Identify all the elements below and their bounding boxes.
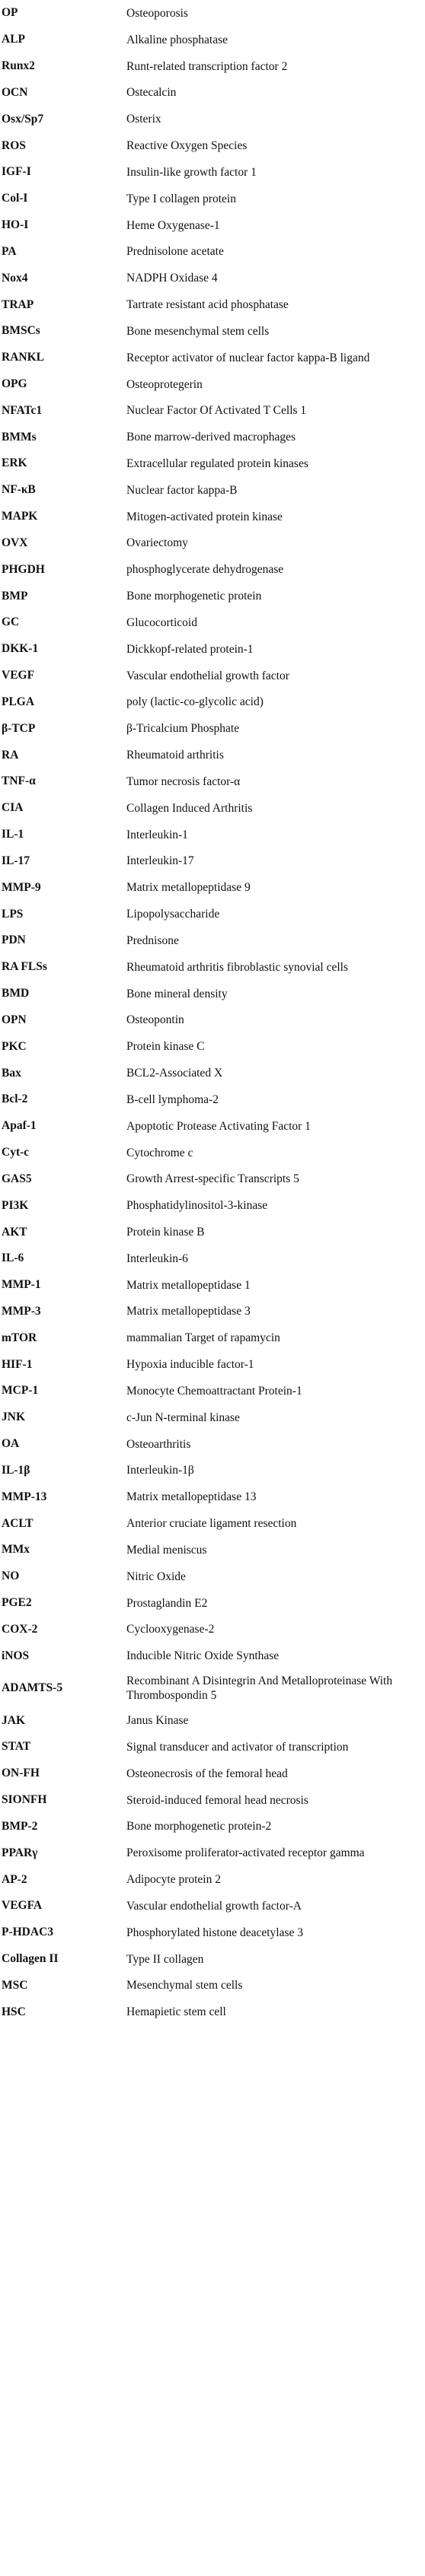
abbreviation-row <box>0 901 425 927</box>
abbreviation-term: Bcl-2 <box>2 1092 28 1106</box>
abbreviation-row <box>0 1351 425 1378</box>
abbreviation-definition: Interleukin-17 <box>126 854 194 868</box>
abbreviation-definition: Inducible Nitric Oxide Synthase <box>126 1649 280 1663</box>
abbreviation-definition: B-cell lymphoma-2 <box>126 1092 219 1106</box>
abbreviation-row <box>0 1893 425 1919</box>
abbreviation-term: COX-2 <box>2 1622 38 1636</box>
abbreviation-row <box>0 1272 425 1299</box>
abbreviation-term: iNOS <box>2 1649 30 1662</box>
abbreviation-term: P-HDAC3 <box>2 1926 54 1939</box>
abbreviation-row <box>0 1325 425 1351</box>
abbreviation-definition: Rheumatoid arthritis <box>126 749 224 762</box>
abbreviation-definition: Bone morphogenetic protein-2 <box>126 1820 272 1833</box>
abbreviation-definition: Phosphatidylinositol-3-kinase <box>126 1199 268 1213</box>
abbreviation-row <box>0 1219 425 1245</box>
abbreviation-definition: Reactive Oxygen Species <box>126 139 248 153</box>
abbreviation-definition: Collagen Induced Arthritis <box>126 801 253 815</box>
abbreviation-term: Cyt-c <box>2 1146 30 1159</box>
abbreviation-row <box>0 477 425 504</box>
abbreviation-row <box>0 1060 425 1086</box>
abbreviation-definition: Interleukin-1 <box>126 828 188 841</box>
abbreviation-term: RANKL <box>2 351 44 364</box>
abbreviation-term: OPN <box>2 1013 27 1026</box>
abbreviation-row <box>0 1007 425 1033</box>
abbreviation-row <box>0 556 425 583</box>
abbreviation-definition: BCL2-Associated X <box>126 1067 223 1080</box>
abbreviation-row <box>0 318 425 345</box>
abbreviation-row <box>0 1166 425 1192</box>
abbreviation-term: IL-1 <box>2 828 24 841</box>
abbreviation-definition: poly (lactic-co-glycolic acid) <box>126 695 264 709</box>
abbreviation-row <box>0 1734 425 1760</box>
abbreviation-row <box>0 1919 425 1946</box>
abbreviation-term: Osx/Sp7 <box>2 112 44 126</box>
abbreviation-definition: Osteoarthritis <box>126 1437 191 1451</box>
abbreviation-definition: β-Tricalcium Phosphate <box>126 722 240 736</box>
abbreviation-row <box>0 742 425 768</box>
abbreviation-row <box>0 159 425 186</box>
abbreviation-row <box>0 186 425 212</box>
abbreviation-term: NO <box>2 1569 20 1583</box>
abbreviation-term: ERK <box>2 456 27 470</box>
abbreviation-definition: Anterior cruciate ligament resection <box>126 1517 297 1531</box>
abbreviation-term: ADAMTS-5 <box>2 1681 63 1695</box>
abbreviation-row <box>0 1484 425 1510</box>
abbreviation-term: TNF-α <box>2 774 36 788</box>
abbreviation-term: BMD <box>2 987 30 1000</box>
abbreviation-definition: Bone mineral density <box>126 987 228 1000</box>
abbreviation-definition: NADPH Oxidase 4 <box>126 272 218 285</box>
abbreviation-row <box>0 132 425 159</box>
abbreviation-definition: Nitric Oxide <box>126 1569 186 1583</box>
abbreviation-row <box>0 583 425 609</box>
abbreviation-term: MMP-13 <box>2 1490 47 1503</box>
abbreviation-term: PLGA <box>2 695 35 708</box>
abbreviation-definition: Osteonecrosis of the femoral head <box>126 1767 288 1780</box>
abbreviation-term: DKK-1 <box>2 642 39 656</box>
abbreviation-term: OPG <box>2 377 27 390</box>
abbreviation-row <box>0 1458 425 1484</box>
abbreviation-term: AKT <box>2 1225 27 1239</box>
abbreviation-definition: Adipocyte protein 2 <box>126 1873 221 1887</box>
abbreviation-definition: Prednisone <box>126 933 179 947</box>
abbreviation-term: IL-17 <box>2 854 30 867</box>
abbreviation-definition: Extracellular regulated protein kinases <box>126 456 308 470</box>
abbreviation-row <box>0 1866 425 1893</box>
abbreviation-definition: Matrix metallopeptidase 1 <box>126 1278 251 1292</box>
abbreviation-row <box>0 238 425 265</box>
abbreviation-definition: Prednisolone acetate <box>126 245 224 259</box>
abbreviation-term: GAS5 <box>2 1172 32 1185</box>
abbreviation-row <box>0 371 425 398</box>
abbreviation-term: ACLT <box>2 1516 34 1530</box>
abbreviation-row <box>0 927 425 954</box>
abbreviation-row <box>0 106 425 132</box>
abbreviation-term: mTOR <box>2 1331 37 1344</box>
abbreviation-row <box>0 1972 425 1999</box>
abbreviation-definition: Vascular endothelial growth factor-A <box>126 1899 302 1913</box>
abbreviation-row <box>0 1404 425 1431</box>
abbreviation-row <box>0 1563 425 1590</box>
abbreviation-term: NF-κB <box>2 483 36 497</box>
abbreviation-row <box>0 981 425 1007</box>
abbreviation-term: HSC <box>2 2005 26 2018</box>
abbreviation-row <box>0 1378 425 1404</box>
abbreviation-row <box>0 954 425 981</box>
abbreviation-definition: Glucocorticoid <box>126 615 197 629</box>
abbreviation-term: Runx2 <box>2 59 35 73</box>
abbreviation-row <box>0 504 425 530</box>
abbreviation-definition: Prostaglandin E2 <box>126 1596 208 1610</box>
abbreviation-definition: phosphoglycerate dehydrogenase <box>126 563 284 577</box>
abbreviation-term: Collagen II <box>2 1952 59 1966</box>
abbreviation-term: HO-I <box>2 218 29 232</box>
abbreviation-term: JAK <box>2 1713 25 1727</box>
abbreviation-term: JNK <box>2 1410 25 1424</box>
abbreviation-row <box>0 1140 425 1166</box>
abbreviation-definition: Type I collagen protein <box>126 192 236 205</box>
abbreviation-row <box>0 609 425 636</box>
abbreviation-row <box>0 345 425 371</box>
abbreviation-row <box>0 530 425 557</box>
abbreviation-term: PKC <box>2 1039 27 1053</box>
abbreviation-term: HIF-1 <box>2 1357 33 1371</box>
abbreviation-term: ALP <box>2 33 25 46</box>
abbreviation-term: VEGF <box>2 669 35 682</box>
abbreviation-definition: Interleukin-6 <box>126 1251 188 1265</box>
abbreviation-row <box>0 1840 425 1866</box>
abbreviation-definition: Bone morphogenetic protein <box>126 590 262 603</box>
abbreviation-row <box>0 715 425 742</box>
abbreviation-term: PI3K <box>2 1198 29 1212</box>
abbreviation-term: STAT <box>2 1740 31 1754</box>
abbreviation-term: CIA <box>2 801 24 815</box>
abbreviation-term: NFATc1 <box>2 403 43 417</box>
abbreviation-term: MAPK <box>2 510 38 523</box>
abbreviation-term: LPS <box>2 907 24 921</box>
abbreviation-definition: Rheumatoid arthritis fibroblastic synovial cells <box>126 960 348 974</box>
abbreviation-definition: Bone marrow-derived macrophages <box>126 431 296 444</box>
abbreviation-term: BMMs <box>2 430 37 444</box>
abbreviation-definition: Tartrate resistant acid phosphatase <box>126 298 289 312</box>
abbreviation-definition: Recombinant A Disintegrin And Metalloproteinase With Thrombospondin 5 <box>126 1674 393 1703</box>
abbreviation-row <box>0 424 425 450</box>
abbreviation-definition: Alkaline phosphatase <box>126 33 228 46</box>
abbreviation-term: MMP-9 <box>2 880 41 894</box>
abbreviation-term: IL-1β <box>2 1463 30 1477</box>
abbreviation-term: MMx <box>2 1543 30 1557</box>
abbreviation-definition: Osteopontin <box>126 1013 184 1027</box>
abbreviation-row <box>0 27 425 53</box>
abbreviation-row <box>0 1033 425 1060</box>
abbreviation-definition: Steroid-induced femoral head necrosis <box>126 1793 308 1807</box>
abbreviation-definition: Nuclear Factor Of Activated T Cells 1 <box>126 404 307 418</box>
abbreviation-row <box>0 1086 425 1113</box>
abbreviation-definition: Nuclear factor kappa-B <box>126 483 238 497</box>
abbreviation-definition: Osteoporosis <box>126 6 188 20</box>
abbreviation-row <box>0 265 425 291</box>
abbreviation-row <box>0 663 425 689</box>
abbreviation-row <box>0 79 425 106</box>
abbreviation-row <box>0 1113 425 1140</box>
abbreviation-definition: Matrix metallopeptidase 13 <box>126 1490 257 1504</box>
abbreviation-definition: Insulin-like growth factor 1 <box>126 165 257 179</box>
abbreviation-definition: Interleukin-1β <box>126 1464 194 1477</box>
abbreviation-term: BMP <box>2 589 28 603</box>
abbreviation-definition: Osterix <box>126 113 161 126</box>
abbreviation-term: RA FLSs <box>2 960 47 974</box>
abbreviation-row <box>0 1431 425 1458</box>
abbreviation-term: OP <box>2 6 18 20</box>
abbreviation-row <box>0 53 425 80</box>
abbreviation-term: PHGDH <box>2 562 45 576</box>
abbreviation-term: BMP-2 <box>2 1819 38 1833</box>
abbreviation-definition: Signal transducer and activator of transcription <box>126 1740 349 1754</box>
abbreviation-definition: Bone mesenchymal stem cells <box>126 324 270 338</box>
abbreviation-definition: Ovariectomy <box>126 536 188 550</box>
abbreviation-row <box>0 212 425 239</box>
abbreviation-definition: Type II collagen <box>126 1952 204 1966</box>
abbreviation-term: Nox4 <box>2 271 28 285</box>
abbreviation-definition: Medial meniscus <box>126 1543 207 1557</box>
abbreviation-definition: Protein kinase C <box>126 1040 205 1054</box>
abbreviation-definition: Cyclooxygenase-2 <box>126 1623 215 1636</box>
abbreviation-term: PGE2 <box>2 1596 32 1610</box>
abbreviation-definition: Monocyte Chemoattractant Protein-1 <box>126 1384 302 1398</box>
abbreviation-row <box>0 768 425 795</box>
abbreviation-row <box>0 1510 425 1537</box>
abbreviation-definition: Tumor necrosis factor-α <box>126 774 241 788</box>
abbreviation-definition: Matrix metallopeptidase 3 <box>126 1305 251 1318</box>
abbreviation-row <box>0 822 425 848</box>
abbreviation-term: IGF-I <box>2 165 31 179</box>
abbreviation-row <box>0 636 425 663</box>
abbreviation-definition: Lipopolysaccharide <box>126 908 220 921</box>
abbreviation-row <box>0 689 425 716</box>
abbreviation-row <box>0 1299 425 1325</box>
abbreviation-definition: Mitogen-activated protein kinase <box>126 510 283 523</box>
abbreviation-row <box>0 1707 425 1734</box>
abbreviation-definition: Runt-related transcription factor 2 <box>126 59 288 73</box>
abbreviation-row <box>0 450 425 477</box>
abbreviation-term: MMP-3 <box>2 1304 41 1318</box>
abbreviation-term: ON-FH <box>2 1767 40 1780</box>
abbreviation-row <box>0 291 425 318</box>
abbreviation-definition: c-Jun N-terminal kinase <box>126 1410 240 1424</box>
abbreviation-term: OA <box>2 1437 20 1451</box>
abbreviation-definition: Vascular endothelial growth factor <box>126 669 289 682</box>
abbreviation-row <box>0 1669 425 1707</box>
abbreviation-term: VEGFA <box>2 1899 43 1913</box>
abbreviation-row <box>0 1590 425 1617</box>
abbreviation-definition: Mesenchymal stem cells <box>126 1979 243 1992</box>
abbreviation-term: Col-I <box>2 192 28 205</box>
abbreviation-definition: Heme Oxygenase-1 <box>126 218 220 232</box>
abbreviation-row <box>0 0 425 27</box>
abbreviation-term: OCN <box>2 85 28 99</box>
abbreviation-term: Bax <box>2 1066 21 1080</box>
abbreviation-definition: Ostecalcin <box>126 86 177 100</box>
abbreviation-row <box>0 1192 425 1219</box>
abbreviation-definition: Growth Arrest-specific Transcripts 5 <box>126 1172 299 1186</box>
abbreviation-definition: Protein kinase B <box>126 1226 205 1239</box>
abbreviation-row <box>0 1999 425 2025</box>
abbreviation-row <box>0 397 425 424</box>
abbreviation-definition: mammalian Target of rapamycin <box>126 1331 280 1345</box>
abbreviation-term: BMSCs <box>2 324 40 338</box>
abbreviation-row <box>0 1813 425 1840</box>
abbreviation-definition: Receptor activator of nuclear factor kappa-B ligand <box>126 351 370 364</box>
abbreviation-row <box>0 1946 425 1973</box>
abbreviation-row <box>0 874 425 901</box>
abbreviation-term: ROS <box>2 138 26 152</box>
abbreviation-definition: Osteoprotegerin <box>126 377 203 391</box>
abbreviation-row <box>0 1245 425 1272</box>
abbreviation-term: MSC <box>2 1978 28 1992</box>
abbreviation-row <box>0 1537 425 1563</box>
abbreviation-term: PA <box>2 244 17 258</box>
abbreviation-term: IL-6 <box>2 1251 24 1265</box>
abbreviation-term: TRAP <box>2 297 34 311</box>
abbreviation-term: Apaf-1 <box>2 1119 37 1133</box>
abbreviation-term: β-TCP <box>2 721 36 735</box>
abbreviation-definition: Cytochrome c <box>126 1146 193 1159</box>
abbreviation-row <box>0 1760 425 1787</box>
abbreviation-definition: Phosphorylated histone deacetylase 3 <box>126 1926 304 1939</box>
abbreviation-row <box>0 795 425 822</box>
abbreviation-term: RA <box>2 748 19 762</box>
abbreviation-definition: Peroxisome proliferator-activated receptor gamma <box>126 1846 365 1860</box>
abbreviation-definition: Hemapietic stem cell <box>126 2005 226 2019</box>
abbreviation-definition: Apoptotic Protease Activating Factor 1 <box>126 1119 311 1133</box>
abbreviation-term: MCP-1 <box>2 1384 39 1398</box>
abbreviation-definition: Dickkopf-related protein-1 <box>126 642 254 656</box>
abbreviation-row <box>0 1787 425 1814</box>
abbreviation-term: GC <box>2 615 20 629</box>
abbreviation-term: PPARγ <box>2 1846 38 1859</box>
abbreviation-row <box>0 848 425 875</box>
abbreviation-definition: Hypoxia inducible factor-1 <box>126 1358 254 1372</box>
abbreviation-term: MMP-1 <box>2 1278 41 1292</box>
abbreviation-row <box>0 1643 425 1669</box>
abbreviation-term: AP-2 <box>2 1872 27 1886</box>
abbreviation-row <box>0 1617 425 1643</box>
abbreviation-definition: Janus Kinase <box>126 1714 189 1728</box>
abbreviation-term: PDN <box>2 933 26 947</box>
abbreviation-term: OVX <box>2 536 28 549</box>
abbreviation-term: SIONFH <box>2 1793 47 1807</box>
abbreviation-definition: Matrix metallopeptidase 9 <box>126 881 251 895</box>
